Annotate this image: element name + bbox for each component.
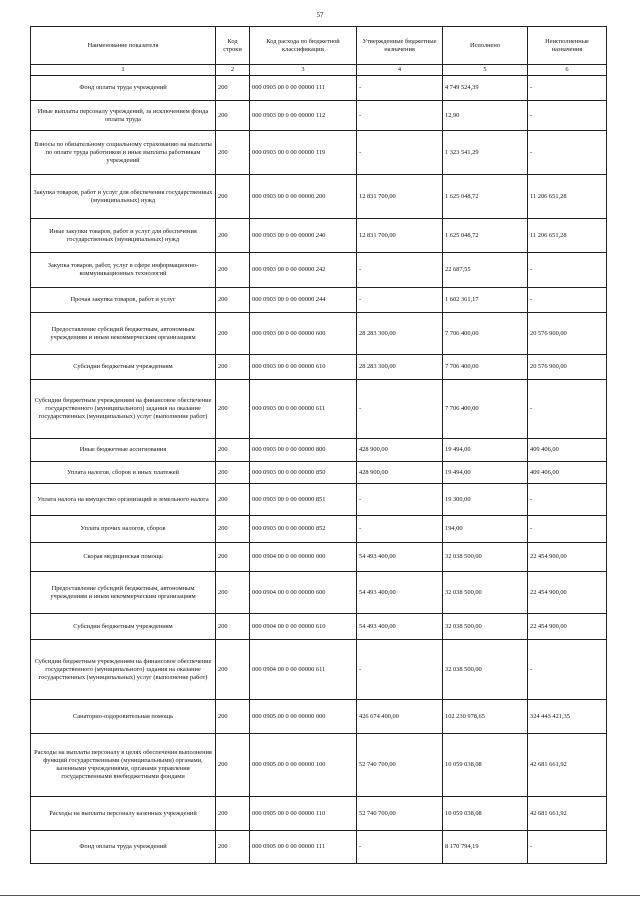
indicator-name: Скорая медицинская помощь [31,543,216,572]
table-row [31,700,607,734]
table-row [31,175,607,219]
executed-amount: 8 170 794,19 [443,831,528,864]
indicator-name: Субсидии бюджетным учреждениям на финансовое обеспечение государственного (муниципального) задания на оказание государственных (муниципальных) услуг (выполнение работ) [31,380,216,439]
indicator-name: Прочая закупка товаров, работ и услуг [31,288,216,313]
executed-amount: 102 230 978,65 [443,700,528,734]
executed-amount: 7 706 400,00 [443,355,528,380]
executed-amount: 32 038 500,00 [443,640,528,700]
approved-amount: 52 740 700,00 [357,734,443,797]
classification-code: 000 0903 00 0 00 00000 600 [250,313,357,355]
approved-amount: 428 900,00 [357,462,443,484]
column-number: 4 [357,65,443,76]
approved-amount: 28 283 300,00 [357,313,443,355]
classification-code: 000 0903 00 0 00 00000 119 [250,131,357,175]
approved-amount: 12 831 700,00 [357,219,443,253]
unexecuted-amount: 324 443 421,35 [528,700,607,734]
indicator-name: Закупка товаров, работ, услуг в сфере информационно-коммуникационных технологий [31,253,216,288]
table-row [31,101,607,131]
line-code: 200 [216,516,250,543]
executed-amount: 19 494,00 [443,439,528,462]
table-row [31,484,607,516]
approved-amount: - [357,640,443,700]
indicator-name: Иные закупки товаров, работ и услуг для обеспечения государственных (муниципальных) нужд [31,219,216,253]
table-row [31,76,607,101]
line-code: 200 [216,439,250,462]
classification-code: 000 0903 00 0 00 00000 244 [250,288,357,313]
line-code: 200 [216,700,250,734]
classification-code: 000 0903 00 0 00 00000 610 [250,355,357,380]
executed-amount: 32 038 500,00 [443,572,528,614]
column-number: 5 [443,65,528,76]
table-row [31,734,607,797]
table-row [31,543,607,572]
executed-amount: 7 706 400,00 [443,313,528,355]
executed-amount: 4 749 524,39 [443,76,528,101]
indicator-name: Расходы на выплаты персоналу в целях обеспечения выполнения функций государственными (муниципальными) органами, казенными учреждениями, органами управления государственными внебюджетными фондами [31,734,216,797]
unexecuted-amount: - [528,640,607,700]
line-code: 200 [216,253,250,288]
table-row [31,572,607,614]
approved-amount: - [357,76,443,101]
executed-amount: 1 323 541,29 [443,131,528,175]
executed-amount: 1 625 048,72 [443,219,528,253]
line-code: 200 [216,131,250,175]
indicator-name: Иные бюджетные ассигнования [31,439,216,462]
column-number: 1 [31,65,216,76]
classification-code: 000 0905 00 0 00 00000 100 [250,734,357,797]
executed-amount: 1 602 361,17 [443,288,528,313]
approved-amount: 54 493 400,00 [357,572,443,614]
executed-amount: 32 038 500,00 [443,614,528,640]
approved-amount: 426 674 400,00 [357,700,443,734]
classification-code: 000 0903 00 0 00 00000 611 [250,380,357,439]
table-row [31,439,607,462]
classification-code: 000 0903 00 0 00 00000 851 [250,484,357,516]
classification-code: 000 0903 00 0 00 00000 111 [250,76,357,101]
indicator-name: Уплата налогов, сборов и иных платежей [31,462,216,484]
classification-code: 000 0903 00 0 00 00000 850 [250,462,357,484]
approved-amount: - [357,516,443,543]
header-indicator-name: Наименование показателя [31,27,216,65]
line-code: 200 [216,484,250,516]
line-code: 200 [216,101,250,131]
column-number-row [31,65,607,76]
table-row [31,516,607,543]
indicator-name: Расходы на выплаты персоналу казенных учреждений [31,797,216,831]
unexecuted-amount: - [528,288,607,313]
classification-code: 000 0903 00 0 00 00000 242 [250,253,357,288]
table-row [31,797,607,831]
classification-code: 000 0905 00 0 00 00000 110 [250,797,357,831]
table-row [31,640,607,700]
indicator-name: Субсидии бюджетным учреждениям на финансовое обеспечение государственного (муниципального) задания на оказание государственных (муниципальных) услуг (выполнение работ) [31,640,216,700]
classification-code: 000 0905 00 0 00 00000 111 [250,831,357,864]
column-number: 2 [216,65,250,76]
classification-code: 000 0903 00 0 00 00000 200 [250,175,357,219]
indicator-name: Взносы по обязательному социальному страхованию на выплаты по оплате труда работников и иные выплаты работникам учреждений [31,131,216,175]
table-row [31,219,607,253]
classification-code: 000 0904 00 0 00 00000 000 [250,543,357,572]
classification-code: 000 0905 00 0 00 00000 000 [250,700,357,734]
line-code: 200 [216,640,250,700]
line-code: 200 [216,543,250,572]
header-line-code: Код строки [216,27,250,65]
table-row [31,288,607,313]
unexecuted-amount: - [528,831,607,864]
table-row [31,462,607,484]
line-code: 200 [216,288,250,313]
approved-amount: 12 831 700,00 [357,175,443,219]
executed-amount: 1 625 048,72 [443,175,528,219]
line-code: 200 [216,313,250,355]
indicator-name: Закупка товаров, работ и услуг для обеспечения государственных (муниципальных) нужд [31,175,216,219]
executed-amount: 19 300,00 [443,484,528,516]
table-header-row [31,27,607,65]
approved-amount: - [357,101,443,131]
approved-amount: 54 493 400,00 [357,543,443,572]
header-unexecuted-appropriations: Неисполненные назначения [528,27,607,65]
header-executed: Исполнено [443,27,528,65]
unexecuted-amount: 409 406,00 [528,439,607,462]
approved-amount: - [357,253,443,288]
classification-code: 000 0903 00 0 00 00000 112 [250,101,357,131]
approved-amount: - [357,131,443,175]
line-code: 200 [216,462,250,484]
unexecuted-amount: 42 681 661,92 [528,734,607,797]
approved-amount: - [357,288,443,313]
indicator-name: Иные выплаты персоналу учреждений, за исключением фонда оплаты труда [31,101,216,131]
indicator-name: Уплата прочих налогов, сборов [31,516,216,543]
indicator-name: Субсидии бюджетным учреждениям [31,614,216,640]
line-code: 200 [216,355,250,380]
unexecuted-amount: - [528,516,607,543]
classification-code: 000 0903 00 0 00 00000 852 [250,516,357,543]
unexecuted-amount: - [528,76,607,101]
table-row [31,831,607,864]
line-code: 200 [216,734,250,797]
executed-amount: 7 706 400,00 [443,380,528,439]
unexecuted-amount: - [528,131,607,175]
page-number: 57 [316,11,324,19]
table-row [31,313,607,355]
unexecuted-amount: 20 576 900,00 [528,355,607,380]
table-row [31,380,607,439]
executed-amount: 10 059 038,08 [443,797,528,831]
indicator-name: Предоставление субсидий бюджетным, автономным учреждениям и иным некоммерческим организациям [31,572,216,614]
line-code: 200 [216,614,250,640]
indicator-name: Санаторно-оздоровительная помощь [31,700,216,734]
indicator-name: Фонд оплаты труда учреждений [31,76,216,101]
unexecuted-amount: 11 206 651,28 [528,175,607,219]
unexecuted-amount: - [528,253,607,288]
header-budget-classification-code: Код расхода по бюджетной классификации [250,27,357,65]
table-row [31,614,607,640]
page-bottom-rule [0,895,640,896]
unexecuted-amount: 22 454 900,00 [528,614,607,640]
unexecuted-amount: - [528,380,607,439]
executed-amount: 194,00 [443,516,528,543]
executed-amount: 22 687,55 [443,253,528,288]
header-approved-appropriations: Утвержденные бюджетные назначения [357,27,443,65]
approved-amount: 52 740 700,00 [357,797,443,831]
indicator-name: Предоставление субсидий бюджетным, автономным учреждениям и иным некоммерческим организациям [31,313,216,355]
indicator-name: Фонд оплаты труда учреждений [31,831,216,864]
classification-code: 000 0904 00 0 00 00000 600 [250,572,357,614]
unexecuted-amount: 11 206 651,28 [528,219,607,253]
approved-amount: 428 900,00 [357,439,443,462]
indicator-name: Уплата налога на имущество организаций и земельного налога [31,484,216,516]
table-row [31,253,607,288]
unexecuted-amount: 409 406,00 [528,462,607,484]
line-code: 200 [216,175,250,219]
unexecuted-amount: - [528,101,607,131]
column-number: 3 [250,65,357,76]
approved-amount: - [357,380,443,439]
classification-code: 000 0904 00 0 00 00000 611 [250,640,357,700]
table-row [31,131,607,175]
unexecuted-amount: 20 576 900,00 [528,313,607,355]
classification-code: 000 0904 00 0 00 00000 610 [250,614,357,640]
approved-amount: 54 493 400,00 [357,614,443,640]
unexecuted-amount: 22 454 900,00 [528,572,607,614]
executed-amount: 32 038 500,00 [443,543,528,572]
executed-amount: 19 494,00 [443,462,528,484]
line-code: 200 [216,797,250,831]
table-row [31,355,607,380]
line-code: 200 [216,76,250,101]
unexecuted-amount: - [528,484,607,516]
line-code: 200 [216,380,250,439]
column-number: 6 [528,65,607,76]
executed-amount: 10 059 038,08 [443,734,528,797]
classification-code: 000 0903 00 0 00 00000 240 [250,219,357,253]
unexecuted-amount: 22 454 900,00 [528,543,607,572]
approved-amount: 28 283 300,00 [357,355,443,380]
unexecuted-amount: 42 681 661,92 [528,797,607,831]
indicator-name: Субсидии бюджетным учреждениям [31,355,216,380]
budget-execution-table [30,26,607,864]
line-code: 200 [216,831,250,864]
line-code: 200 [216,219,250,253]
classification-code: 000 0903 00 0 00 00000 800 [250,439,357,462]
approved-amount: - [357,831,443,864]
executed-amount: 12,90 [443,101,528,131]
approved-amount: - [357,484,443,516]
line-code: 200 [216,572,250,614]
